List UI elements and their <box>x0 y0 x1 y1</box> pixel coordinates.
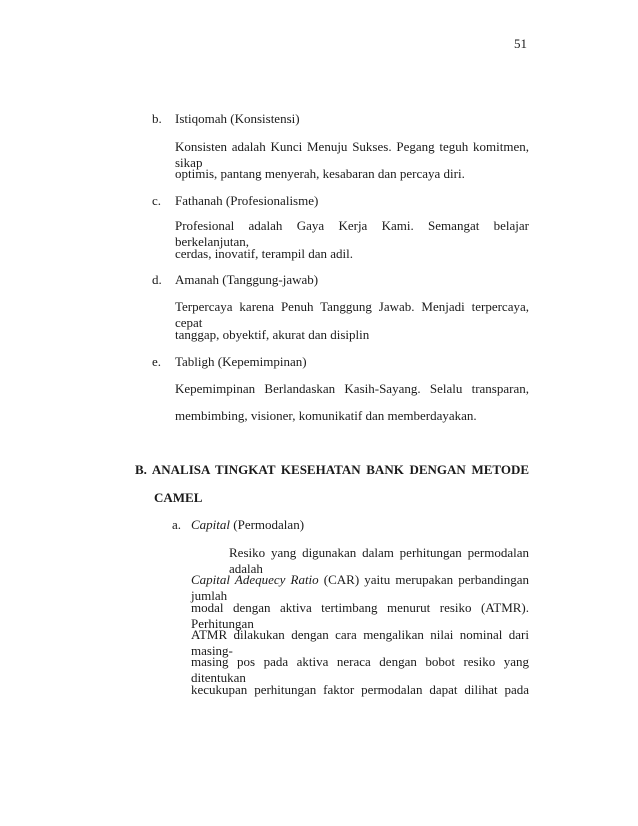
sub-marker-a: a. <box>172 517 182 532</box>
list-marker-e: e. <box>152 354 162 369</box>
list-item-text-line: tanggap, obyektif, akurat dan disiplin <box>175 327 370 342</box>
section-heading-continued: CAMEL <box>154 490 203 505</box>
paragraph-line: modal dengan aktiva tertimbang menurut resiko (ATMR). Perhitungan <box>191 600 529 631</box>
paragraph-line-rest: (CAR) yaitu merupakan perbandingan jumlah <box>191 572 529 603</box>
subsection-title-rest: (Permodalan) <box>230 517 305 532</box>
list-item-text-line: Profesional adalah Gaya Kerja Kami. Semangat belajar berkelanjutan, <box>175 218 529 249</box>
page-number: 51 <box>514 36 527 51</box>
list-item-text-line: optimis, pantang menyerah, kesabaran dan percaya diri. <box>175 166 465 181</box>
subsection-title-italic: Capital <box>191 517 231 532</box>
list-item-title-amanah: Amanah (Tanggung-jawab) <box>175 272 319 287</box>
list-item-text-line: membimbing, visioner, komunikatif dan memberdayakan. <box>175 408 477 423</box>
paragraph-line: masing pos pada aktiva neraca dengan bobot resiko yang ditentukan <box>191 654 529 685</box>
section-heading: B. ANALISA TINGKAT KESEHATAN BANK DENGAN METODE <box>135 462 529 477</box>
paragraph-line: ATMR dilakukan dengan cara mengalikan nilai nominal dari masing- <box>191 627 529 658</box>
paragraph-term-italic: Capital Adequecy Ratio <box>191 572 319 587</box>
list-item-text-line: Konsisten adalah Kunci Menuju Sukses. Pegang teguh komitmen, sikap <box>175 139 529 170</box>
list-marker-b: b. <box>152 111 162 126</box>
paragraph-line: kecukupan perhitungan faktor permodalan dapat dilihat pada <box>191 682 529 697</box>
list-item-title-tabligh: Tabligh (Kepemimpinan) <box>175 354 307 369</box>
list-item-text-line: Kepemimpinan Berlandaskan Kasih-Sayang. Selalu transparan, <box>175 381 529 396</box>
list-item-text-line: Terpercaya karena Penuh Tanggung Jawab. Menjadi terpercaya, cepat <box>175 299 529 330</box>
list-item-title-fathanah: Fathanah (Profesionalisme) <box>175 193 319 208</box>
list-item-title-istiqomah: Istiqomah (Konsistensi) <box>175 111 300 126</box>
paragraph-line: Resiko yang digunakan dalam perhitungan permodalan adalah <box>229 545 529 576</box>
list-item-text-line: cerdas, inovatif, terampil dan adil. <box>175 246 353 261</box>
subsection-title <box>191 517 304 533</box>
list-marker-c: c. <box>152 193 162 208</box>
list-marker-d: d. <box>152 272 162 287</box>
